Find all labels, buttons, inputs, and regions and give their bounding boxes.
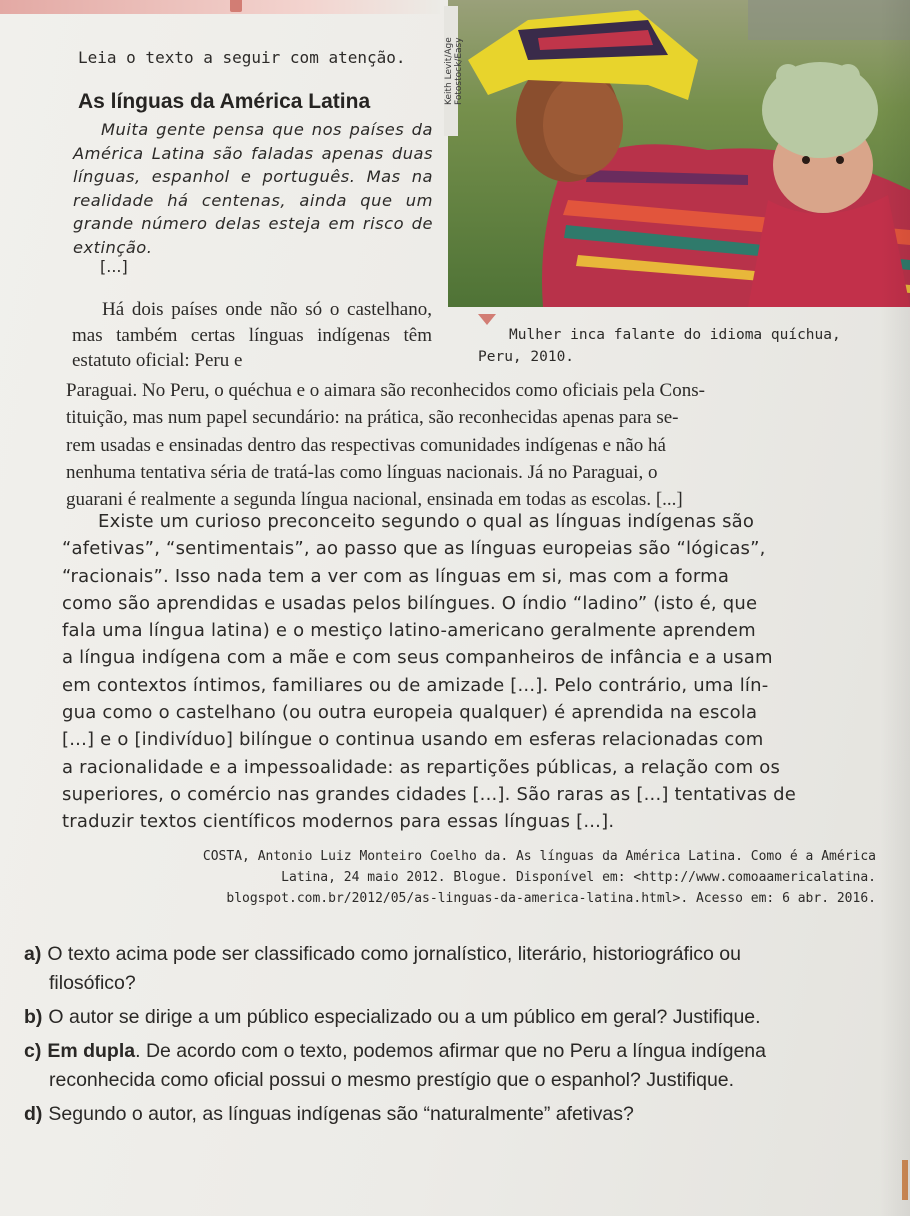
question-emphasis: Em dupla — [47, 1040, 136, 1062]
text-line: guarani é realmente a segunda língua nacional, ensinada em todas as escolas. [...] — [66, 489, 683, 511]
paragraph-2-continued — [66, 377, 842, 513]
citation-line: blogspot.com.br/2012/05/as-linguas-da-america-latina.html>. Acesso em: 6 abr. 2016. — [226, 891, 876, 906]
instruction-text: Leia o texto a seguir com atenção. — [78, 48, 406, 67]
paragraph-2-column-text: Há dois países onde não só o castelhano, mas também certas línguas indígenas têm estatuto oficial: Peru e — [72, 299, 432, 371]
question-c — [24, 1037, 894, 1095]
ellipsis-marker: [...] — [100, 257, 128, 276]
question-a — [24, 940, 894, 998]
photo-credit: Keith Levit/Age Fotostock/Easy — [444, 6, 458, 136]
photo-illustration — [448, 0, 910, 307]
citation-line: Latina, 24 maio 2012. Blogue. Disponível em: <http://www.comoaamericalatina. — [281, 870, 876, 885]
page-shadow — [880, 0, 910, 1216]
question-letter: b) — [24, 1006, 43, 1028]
question-b — [24, 1003, 894, 1032]
text-line: Paraguai. No Peru, o quéchua e o aimara são reconhecidos como oficiais pela Cons- — [66, 380, 705, 401]
text-line: a língua indígena com a mãe e com seus companheiros de infância e a usam — [62, 647, 773, 669]
question-d — [24, 1100, 894, 1129]
paragraph-3 — [62, 508, 862, 836]
text-line: rem usadas e ensinadas dentro das respectivas comunidades indígenas e não há — [66, 434, 666, 456]
text-line: tituição, mas num papel secundário: na prática, são reconhecidas apenas para se- — [66, 407, 679, 429]
header-icon — [230, 0, 242, 12]
text-line: “racionais”. Isso nada tem a ver com as línguas em si, mas com a forma — [62, 565, 730, 587]
text-line: “afetivas”, “sentimentais”, ao passo que as línguas europeias são “lógicas”, — [62, 538, 766, 560]
source-citation — [60, 846, 876, 909]
question-text: . De acordo com o texto, podemos afirmar que no Peru a língua indígena — [135, 1040, 766, 1062]
question-letter: c) — [24, 1040, 42, 1062]
text-line: como são aprendidas e usadas pelos bilíngues. O índio “ladino” (isto é, que — [62, 592, 758, 614]
text-line: traduzir textos científicos modernos para essas línguas [...]. — [62, 811, 615, 833]
question-text: Segundo o autor, as línguas indígenas são “naturalmente” afetivas? — [48, 1103, 634, 1125]
text-line: nenhuma tentativa séria de tratá-las como línguas nacionais. Já no Paraguai, o — [66, 461, 658, 483]
paragraph-1 — [73, 118, 433, 259]
question-text: O texto acima pode ser classificado como jornalístico, literário, historiográfico ou — [47, 943, 741, 965]
question-text: O autor se dirige a um público especializado ou a um público em geral? Justifique. — [48, 1006, 761, 1028]
paragraph-1-text: Muita gente pensa que nos países da América Latina são faladas apenas duas línguas, espanhol e português. Mas na realidade há centenas, ainda que um grande número delas esteja em risco de extinção. — [73, 120, 433, 257]
text-line: [...] e o [indivíduo] bilíngue o continua usando em esferas relacionadas com — [62, 729, 764, 751]
question-letter: a) — [24, 943, 42, 965]
text-line: Existe um curioso preconceito segundo o qual as línguas indígenas são — [98, 511, 755, 532]
question-text-continued: reconhecida como oficial possui o mesmo prestígio que o espanhol? Justifique. — [49, 1069, 735, 1091]
citation-line: COSTA, Antonio Luiz Monteiro Coelho da. As línguas da América Latina. Como é a América — [202, 849, 876, 864]
photo-inca-woman — [448, 0, 910, 307]
paragraph-2-column — [72, 297, 432, 374]
question-text-continued: filosófico? — [49, 972, 136, 994]
text-line: fala uma língua latina) e o mestiço latino-americano geralmente aprendem — [62, 620, 756, 642]
text-line: a racionalidade e a impessoalidade: as repartições públicas, a relação com os — [62, 756, 781, 778]
photo-caption: Mulher inca falante do idioma quíchua, Peru, 2010. — [478, 327, 841, 365]
text-line: gua como o castelhano (ou outra europeia qualquer) é aprendida na escola — [62, 702, 758, 724]
text-line: em contextos íntimos, familiares ou de amizade [...]. Pelo contrário, uma lín- — [62, 674, 769, 696]
question-letter: d) — [24, 1103, 43, 1125]
article-title: As línguas da América Latina — [78, 90, 371, 113]
header-decoration — [0, 0, 440, 14]
text-line: superiores, o comércio nas grandes cidades [...]. São raras as [...] tentativas de — [62, 783, 797, 805]
questions-list — [24, 940, 894, 1134]
